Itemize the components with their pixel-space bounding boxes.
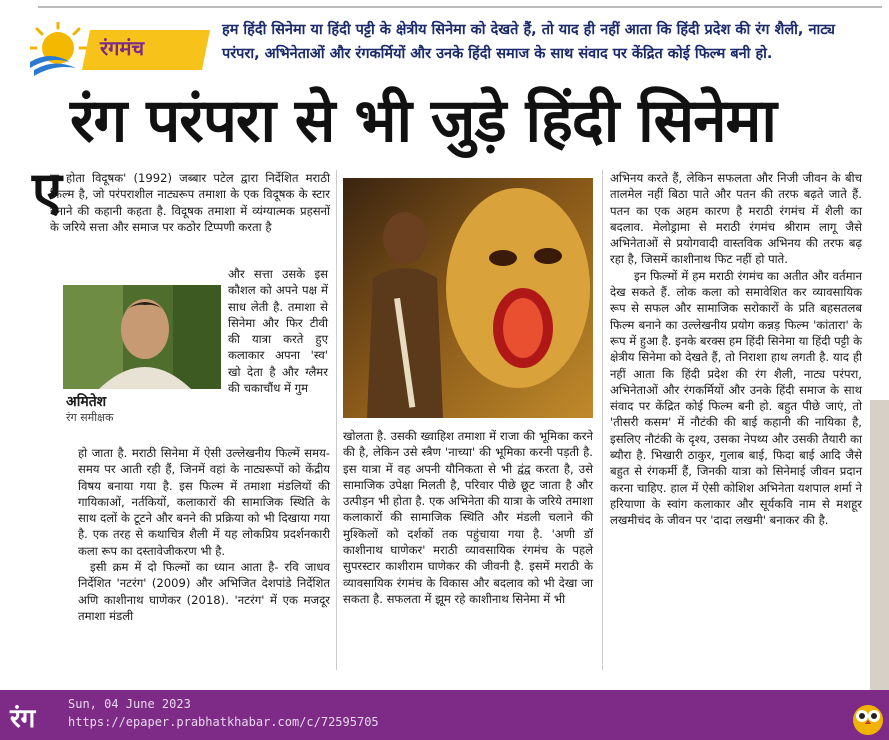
article-col1-wrap	[228, 266, 328, 396]
author-role: रंग समीक्षक	[66, 411, 114, 424]
article-paragraph: क होता विदूषक' (1992) जब्बार पटेल द्वारा निर्देशित मराठी फिल्म है, जो परंपराशील नाट्यरूप तमाशा के एक विदूषक के स्टार बनाने की कहानी कहता है. विदूषक तमाशा में व्यंग्यात्मक प्रहसनों के जरिये सत्ता और समाज पर कठोर टिप्पणी करता है	[50, 171, 330, 234]
article-paragraph: इसी क्रम में दो फिल्मों का ध्यान आता है- रवि जाधव निर्देशित 'नटरंग' (2009) और अभिजित देशपांडे निर्देशित अणि काशीनाथ घाणेकर (2018). 'नटरंग' में एक मजदूर तमाशा मंडली	[78, 560, 330, 623]
adjacent-page-edge	[870, 400, 889, 690]
intro-deck: हम हिंदी सिनेमा या हिंदी पट्टी के क्षेत्रीय सिनेमा को देखते हैं, तो याद ही नहीं आता कि हिंदी प्रदेश की रंग शैली, नाट्य परंपरा, अभिनेताओं और रंगकर्मियों और उनके हिंदी समाज के साथ संवाद पर केंद्रित कोई फिल्म बनी हो.	[222, 22, 835, 62]
article-col2	[343, 428, 593, 607]
footer-logo: रंग	[10, 704, 36, 734]
headline: रंग परंपरा से भी जुड़े हिंदी सिनेमा	[70, 86, 776, 156]
edition-date: Sun, 04 June 2023	[68, 697, 191, 711]
article-paragraph: और सत्ता उसके इस कौशल को अपने पक्ष में साध लेती है. तमाशा से सिनेमा और फिर टीवी की यात्रा करते हुए कलाकार अपना 'स्व' खो देता है और ग्लैमर की चकाचौंध में गुम	[228, 267, 328, 396]
article-paragraph: हो जाता है. मराठी सिनेमा में ऐसी उल्लेखनीय फिल्में समय-समय पर आती रही हैं, जिनमें वहां के नाट्यरूपों को केंद्रीय विषय बनाया गया है. इस फिल्म में तमाशा मंडलियों की गायिकाओं, नर्तकियों, कलाकारों की सामाजिक स्थिति के साथ दलों के टूटने और बनने की प्रक्रिया को भी दिखाया गया है. एक तरह से कथाचित्र शैली में यह लोकप्रिय प्रदर्शनकारी कला रूप का दस्तावेजीकरण भी है.	[78, 446, 330, 558]
author-name: अमितेश	[66, 394, 107, 410]
column-divider	[602, 170, 603, 670]
owl-icon[interactable]	[850, 700, 886, 736]
article-paragraph: इन फिल्मों में हम मराठी रंगमंच का अतीत और वर्तमान देख सकते हैं. लोक कला को समावेशित कर व्यावसायिक रूप से सफल और सामाजिक सरोकारों के प्रति बहसतलब फिल्म बनाने का उल्लेखनीय प्रयोग कन्नड़ फिल्म 'कांतारा' के रूप में हुआ है. इनके बरक्स हम हिंदी सिनेमा या हिंदी पट्टी के क्षेत्रीय सिनेमा को देखते हैं, तो निराशा हाथ लगती है. याद ही नहीं आता कि हिंदी प्रदेश की रंग शैली, नाट्य परंपरा, अभिनेताओं और रंगकर्मियों और उनके हिंदी समाज के साथ संवाद पर केंद्रित कोई फिल्म बनी हो. बहुत पीछे जाएं, तो 'तीसरी कसम' में नौटंकी की बाई कहानी की नायिका है, इसलिए नौटंकी के दृश्य, उसका नेपथ्य और उसकी तैयारी का ब्यौरा है. भिखारी ठाकुर, गुलाब बाई, फिदा बाई आदि जैसे बहुत से रंगकर्मी हैं, जिनकी यात्रा को सिनेमाई जीवन प्रदान करना चाहिए. हाल में ऐसी कोशिश अभिनेता यशपाल शर्मा ने हरियाणा के स्वांग कलाकार और सूर्यकवि नाम से मशहूर लखमीचंद के जीवन पर 'दादा लखमी' बनाकर की है.	[610, 268, 862, 528]
author-photo	[63, 285, 221, 389]
article-col1-top	[50, 170, 330, 235]
article-paragraph: खोलता है. उसकी ख्वाहिश तमाशा में राजा की भूमिका करने की है, लेकिन उसे स्त्रैण 'नाच्या' की भूमिका करनी पड़ती है. इस यात्रा में वह अपनी यौनिकता से भी द्वंद्व करता है, उसे सामाजिक उपेक्षा मिलती है, परिवार पीछे छूट जाता है और उत्पीड़न भी होता है. एक अभिनेता की यात्रा के जरिये तमाशा कलाकारों की सामाजिक स्थिति और मंडली चलाने की मुश्किलों को दर्शकों तक पहुंचाया गया है. 'अणी डॉ काशीनाथ घाणेकर' मराठी व्यावसायिक रंगमंच के पहले सुपरस्टार काशीराम घाणेकर की जीवनी है. इसमें मराठी के व्यावसायिक रंगमंच के विकास और बदलाव को भी देखा जा सकता है. सफलता में झूम रहे काशीनाथ सिनेमा में भी	[343, 429, 593, 606]
epaper-url-link[interactable]: https://epaper.prabhatkhabar.com/c/72595705	[68, 715, 379, 729]
drop-cap: ए	[32, 160, 62, 223]
film-still-photo	[343, 178, 593, 418]
column-divider	[336, 170, 337, 670]
article-paragraph: अभिनय करते हैं, लेकिन सफलता और निजी जीवन के बीच तालमेल नहीं बिठा पाते और पतन की तरफ बढ़ते जाते हैं. पतन का एक अहम कारण है मराठी रंगमंच में शैली का बदलाव. मेलोड्रामा से मराठी रंगमंच श्रीराम लागू जैसे अभिनेताओं से प्रयोगवादी वास्तविक अभिनय की तरफ बढ़ रहा है, जिसमें काशीनाथ फिट नहीं हो पाते.	[610, 171, 862, 267]
section-logo	[30, 22, 215, 78]
section-label: रंगमंच	[100, 36, 145, 60]
article-col3	[610, 170, 862, 529]
article-col1-bottom	[78, 445, 330, 624]
top-rule	[38, 6, 882, 8]
author-portrait-image	[63, 285, 221, 389]
film-still-image	[343, 178, 593, 418]
